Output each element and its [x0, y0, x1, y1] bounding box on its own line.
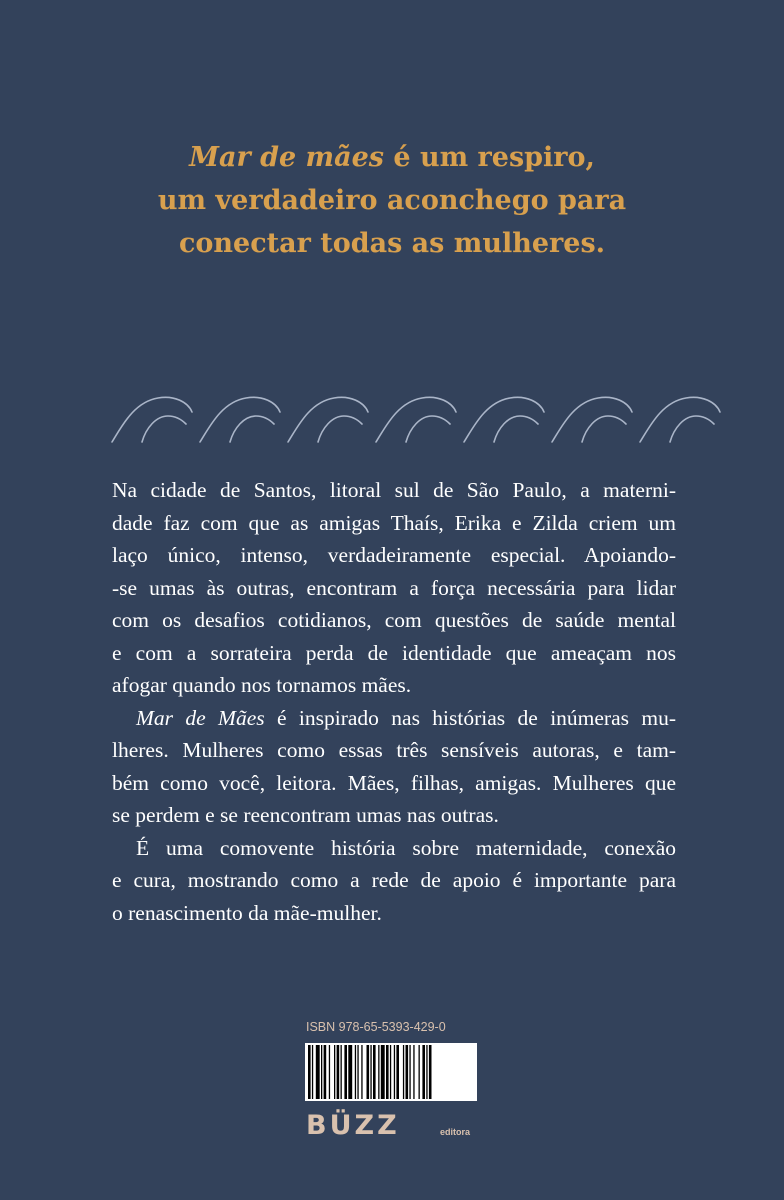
barcode-bar [361, 1045, 362, 1099]
barcode-bar [422, 1045, 425, 1099]
tagline-line-3: conectar todas as mulheres. [178, 228, 606, 259]
publisher-logo [306, 1110, 471, 1141]
barcode-bar [341, 1045, 342, 1099]
barcode-bar [324, 1045, 327, 1099]
barcode [305, 1043, 477, 1101]
wave-curve [288, 397, 368, 442]
publisher-name: BÜZZ [306, 1110, 400, 1141]
barcode-bar [334, 1045, 335, 1099]
synopsis-p1-line-2: laço único, intenso, verdadeiramente especial. Apoiando- [112, 543, 676, 567]
synopsis-paragraph-1 [112, 474, 676, 702]
barcode-bar [367, 1045, 370, 1099]
barcode-bar [396, 1045, 399, 1099]
wave-curve [112, 397, 192, 442]
synopsis-p1-line-5: e com a sorrateira perda de identidade que ameaçam nos [112, 640, 676, 665]
wave-icon [112, 397, 720, 442]
barcode-bar [426, 1045, 427, 1099]
synopsis-p1-line-3: -se umas às outras, encontram a força necessária para lidar [112, 575, 676, 600]
barcode-bar [355, 1045, 356, 1099]
barcode-bar [348, 1045, 352, 1099]
barcode-bar [344, 1045, 347, 1099]
tagline-title: Mar de mães [189, 142, 384, 173]
tagline-quote [0, 136, 784, 265]
synopsis-paragraph-2 [112, 702, 676, 832]
isbn-label: ISBN 978-65-5393-429-0 [306, 1020, 446, 1034]
synopsis-p1-line-6: afogar quando nos tornamos mães. [112, 673, 412, 697]
barcode-bar [370, 1045, 371, 1099]
barcode-bar [337, 1045, 340, 1099]
synopsis-p3-line-0: É uma comovente história sobre maternidade, conexão [136, 835, 676, 860]
publisher-sub: editora [440, 1127, 471, 1137]
wave-curve [552, 397, 632, 442]
tagline-line-1 [0, 136, 784, 179]
tagline-line-1-rest: é um respiro, [383, 142, 595, 173]
barcode-bar [403, 1045, 404, 1099]
barcode-bar [329, 1045, 330, 1099]
synopsis-paragraph-3 [112, 832, 676, 930]
synopsis-p2-line-1: lheres. Mulheres como essas três sensíveis autoras, e tam- [112, 738, 676, 762]
synopsis-p3-line-2: o renascimento da mãe-mulher. [112, 900, 382, 925]
synopsis-p2-line-0 [112, 702, 676, 735]
synopsis-p2-line-0-rest: é inspirado nas histórias de inúmeras mu- [264, 705, 676, 730]
wave-curve [640, 397, 720, 442]
barcode-bar [429, 1045, 432, 1099]
barcode-bar [312, 1045, 313, 1099]
barcode-bar [390, 1045, 391, 1099]
barcode-bar [409, 1045, 410, 1099]
barcode-bar [308, 1045, 311, 1099]
synopsis-p3-line-1: e cura, mostrando como a rede de apoio é importante para [112, 868, 676, 892]
barcode-bar [357, 1045, 358, 1099]
synopsis-p2-line-2: bém como você, leitora. Mães, filhas, amigas. Mulheres que [112, 770, 676, 795]
barcode-bar [394, 1045, 395, 1099]
barcode-bar [419, 1045, 420, 1099]
barcode-bar [373, 1045, 376, 1099]
synopsis-p1-line-0: Na cidade de Santos, litoral sul de São Paulo, a materni- [112, 478, 676, 502]
wave-curve [464, 397, 544, 442]
tagline-line-2: um verdadeiro aconchego para [157, 185, 627, 216]
barcode-bar [316, 1045, 320, 1099]
wave-divider [100, 390, 740, 450]
synopsis-p2-line-3: se perdem e se reencontram umas nas outras. [112, 803, 499, 827]
wave-curve [200, 397, 280, 442]
synopsis-p1-line-1: dade faz com que as amigas Thaís, Erika e Zilda criem um [112, 510, 676, 535]
book-title-inline: Mar de Mães [136, 705, 265, 730]
barcode-bar [378, 1045, 379, 1099]
barcode-bar [413, 1045, 414, 1099]
wave-curve [376, 397, 456, 442]
barcode-bar [381, 1045, 385, 1099]
synopsis-p1-line-4: com os desafios cotidianos, com questões de saúde mental [112, 608, 676, 632]
barcode-bar [406, 1045, 409, 1099]
barcode-bar [321, 1045, 322, 1099]
barcode-bar [386, 1045, 389, 1099]
synopsis [112, 474, 676, 929]
